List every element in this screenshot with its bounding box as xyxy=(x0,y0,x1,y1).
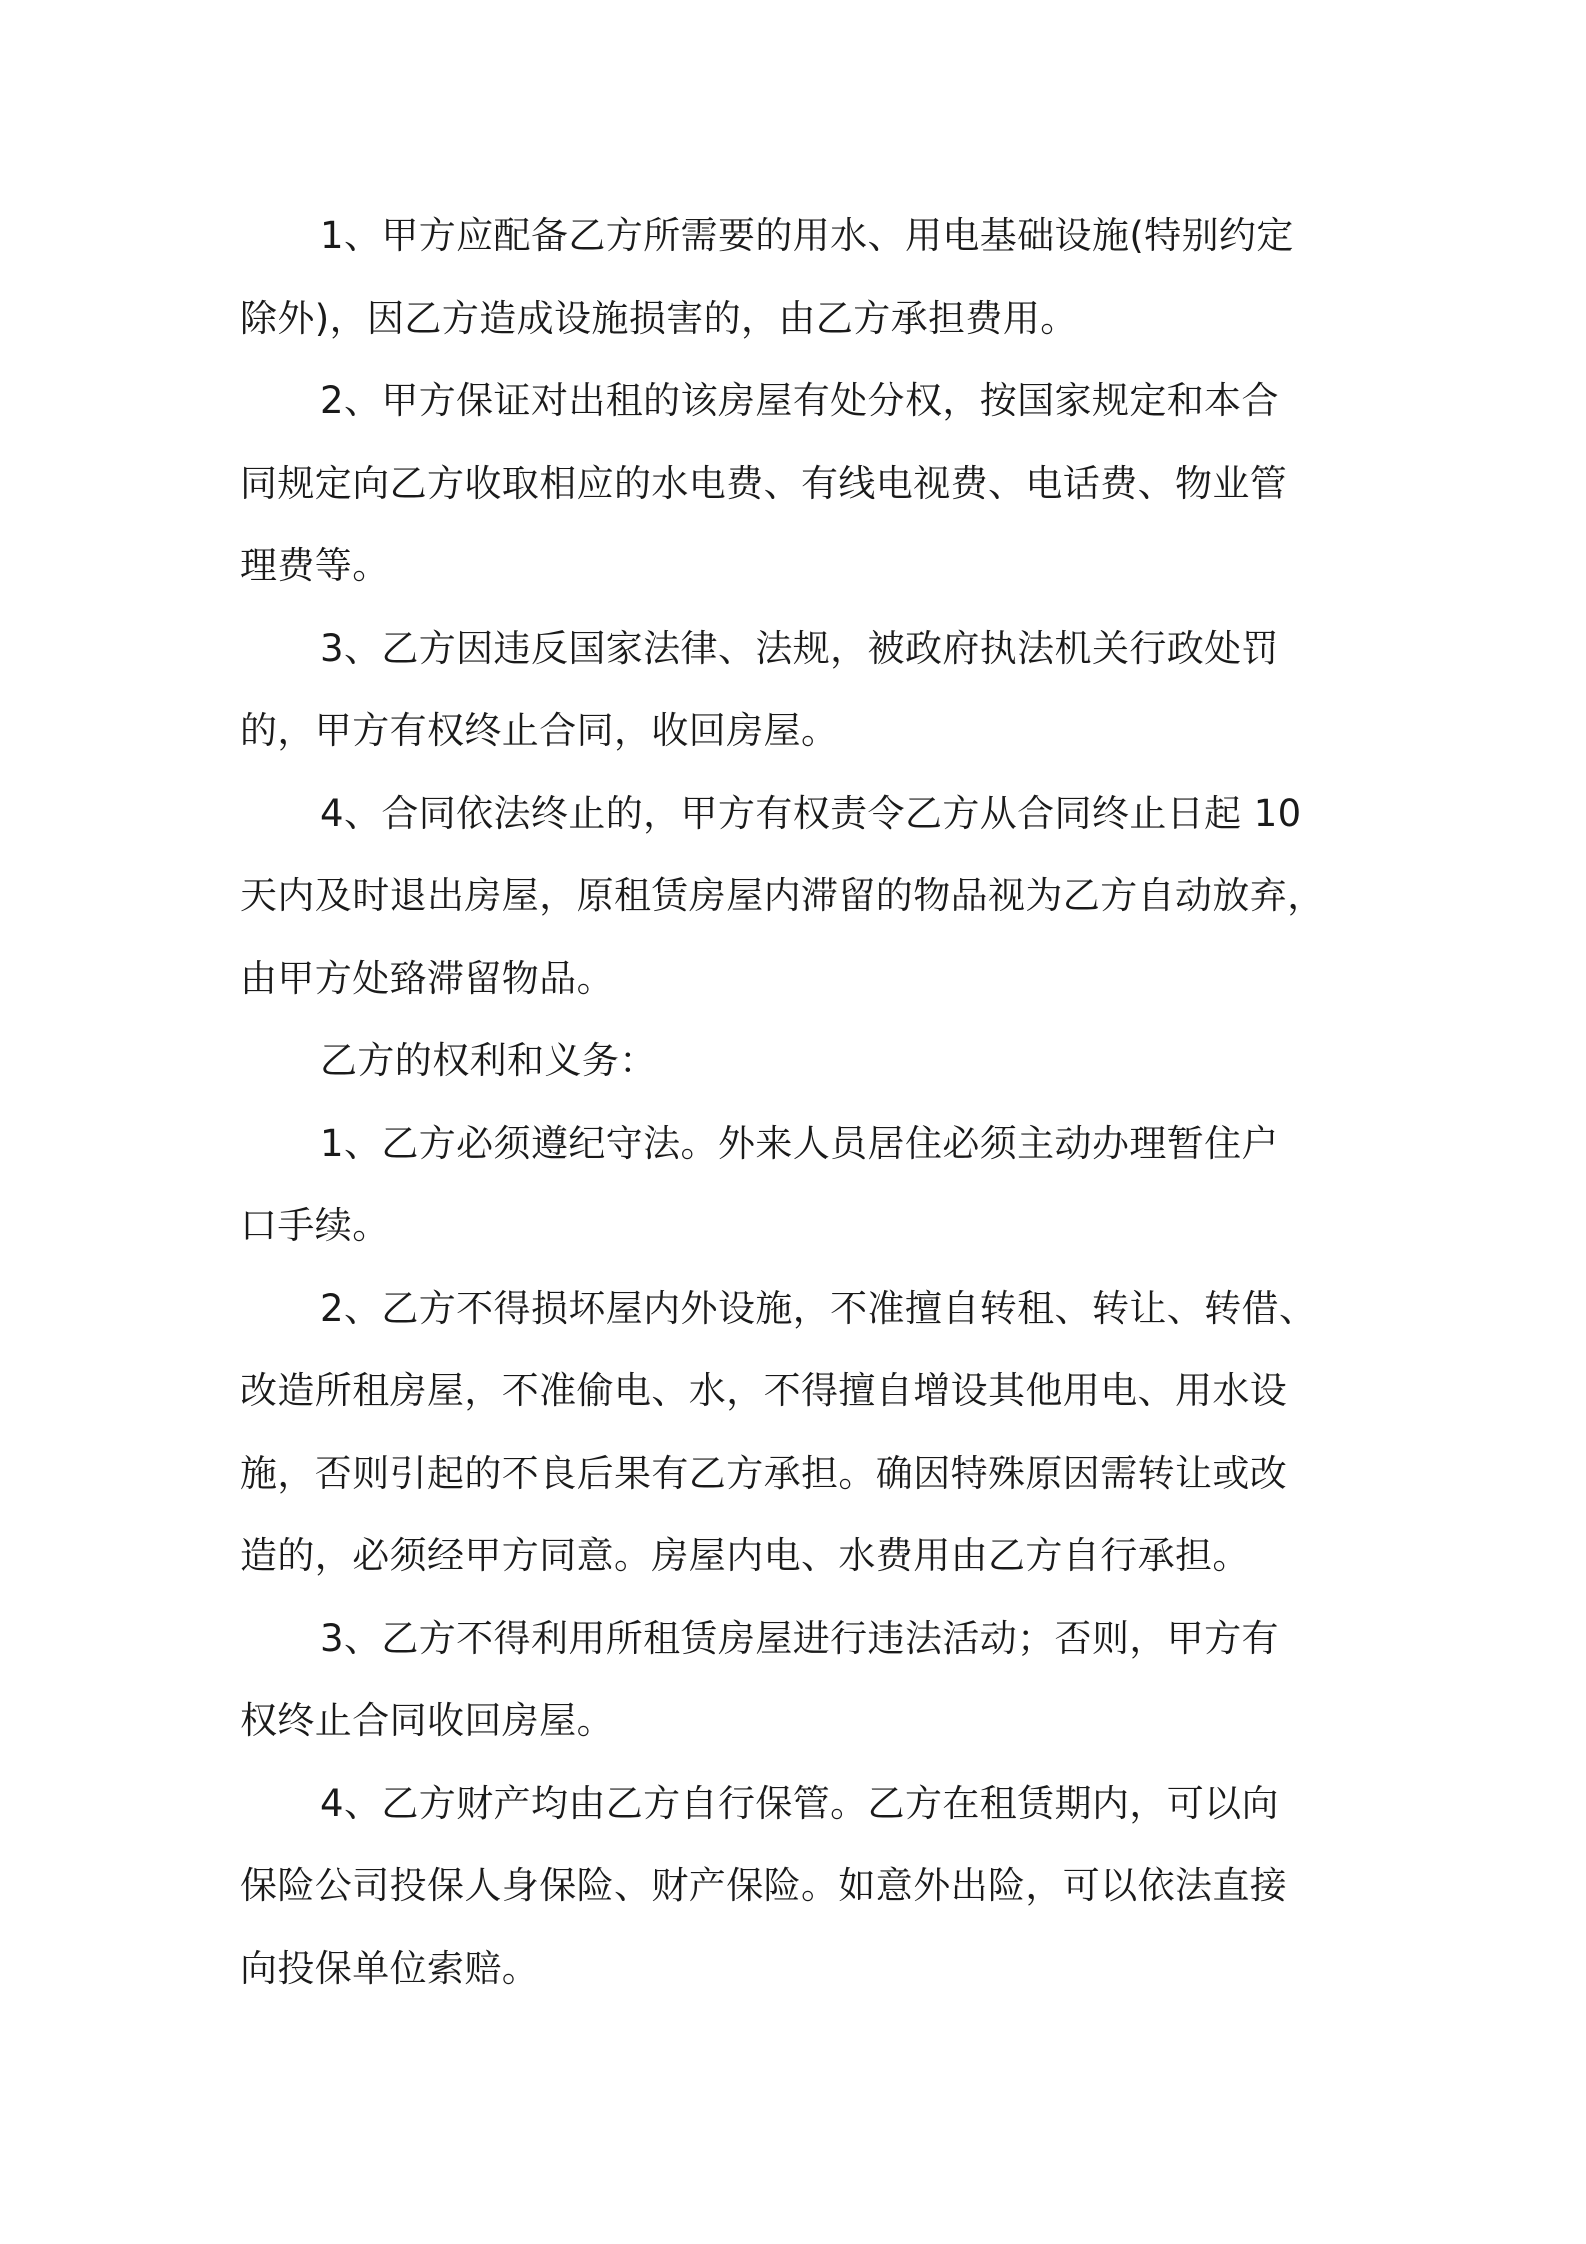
document-page xyxy=(240,195,1365,2010)
text-line: 2、乙方不得损坏屋内外设施，不准擅自转租、转让、转借、 xyxy=(320,1286,1317,1330)
clause-tenant-3 xyxy=(240,1598,1365,1763)
text-line: 天内及时退出房屋，原租赁房屋内滞留的物品视为乙方自动放弃， xyxy=(240,874,1325,917)
text-line: 向投保单位索赔。 xyxy=(240,1946,540,1990)
text-line: 的，甲方有权终止合同，收回房屋。 xyxy=(240,709,839,752)
text-line: 同规定向乙方收取相应的水电费、有线电视费、电话费、物业管 xyxy=(240,461,1288,505)
text-line: 由甲方处臵滞留物品。 xyxy=(240,956,614,1000)
clause-tenant-1 xyxy=(240,1103,1365,1268)
text-line: 2、甲方保证对出租的该房屋有处分权，按国家规定和本合 xyxy=(320,379,1279,422)
text-line: 权终止合同收回房屋。 xyxy=(240,1699,614,1742)
text-line: 保险公司投保人身保险、财产保险。如意外出险，可以依法直接 xyxy=(240,1864,1288,1907)
text-line: 口手续。 xyxy=(240,1204,390,1247)
text-line: 1、乙方必须遵纪守法。外来人员居住必须主动办理暂住户 xyxy=(320,1121,1279,1165)
section-heading-tenant xyxy=(240,1020,1365,1103)
text-line: 1、甲方应配备乙方所需要的用水、用电基础设施(特别约定 xyxy=(320,214,1294,257)
text-line: 除外)，因乙方造成设施损害的，由乙方承担费用。 xyxy=(240,296,1078,340)
text-line: 4、合同依法终止的，甲方有权责令乙方从合同终止日起 10 xyxy=(320,791,1302,835)
clause-landlord-2 xyxy=(240,360,1365,608)
clause-tenant-2 xyxy=(240,1268,1365,1598)
text-line: 3、乙方不得利用所租赁房屋进行违法活动；否则，甲方有 xyxy=(320,1616,1279,1660)
clause-landlord-3 xyxy=(240,608,1365,773)
text-line: 改造所租房屋，不准偷电、水，不得擅自增设其他用电、用水设 xyxy=(240,1369,1288,1412)
clause-landlord-4 xyxy=(240,773,1365,1021)
text-line: 施，否则引起的不良后果有乙方承担。确因特殊原因需转让或改 xyxy=(240,1451,1288,1495)
section-heading: 乙方的权利和义务： xyxy=(320,1039,657,1082)
clause-tenant-4 xyxy=(240,1763,1365,2011)
clause-landlord-1 xyxy=(240,195,1365,360)
text-line: 造的，必须经甲方同意。房屋内电、水费用由乙方自行承担。 xyxy=(240,1534,1250,1577)
text-line: 3、乙方因违反国家法律、法规，被政府执法机关行政处罚 xyxy=(320,626,1279,670)
text-line: 4、乙方财产均由乙方自行保管。乙方在租赁期内，可以向 xyxy=(320,1781,1279,1825)
text-line: 理费等。 xyxy=(240,544,390,587)
